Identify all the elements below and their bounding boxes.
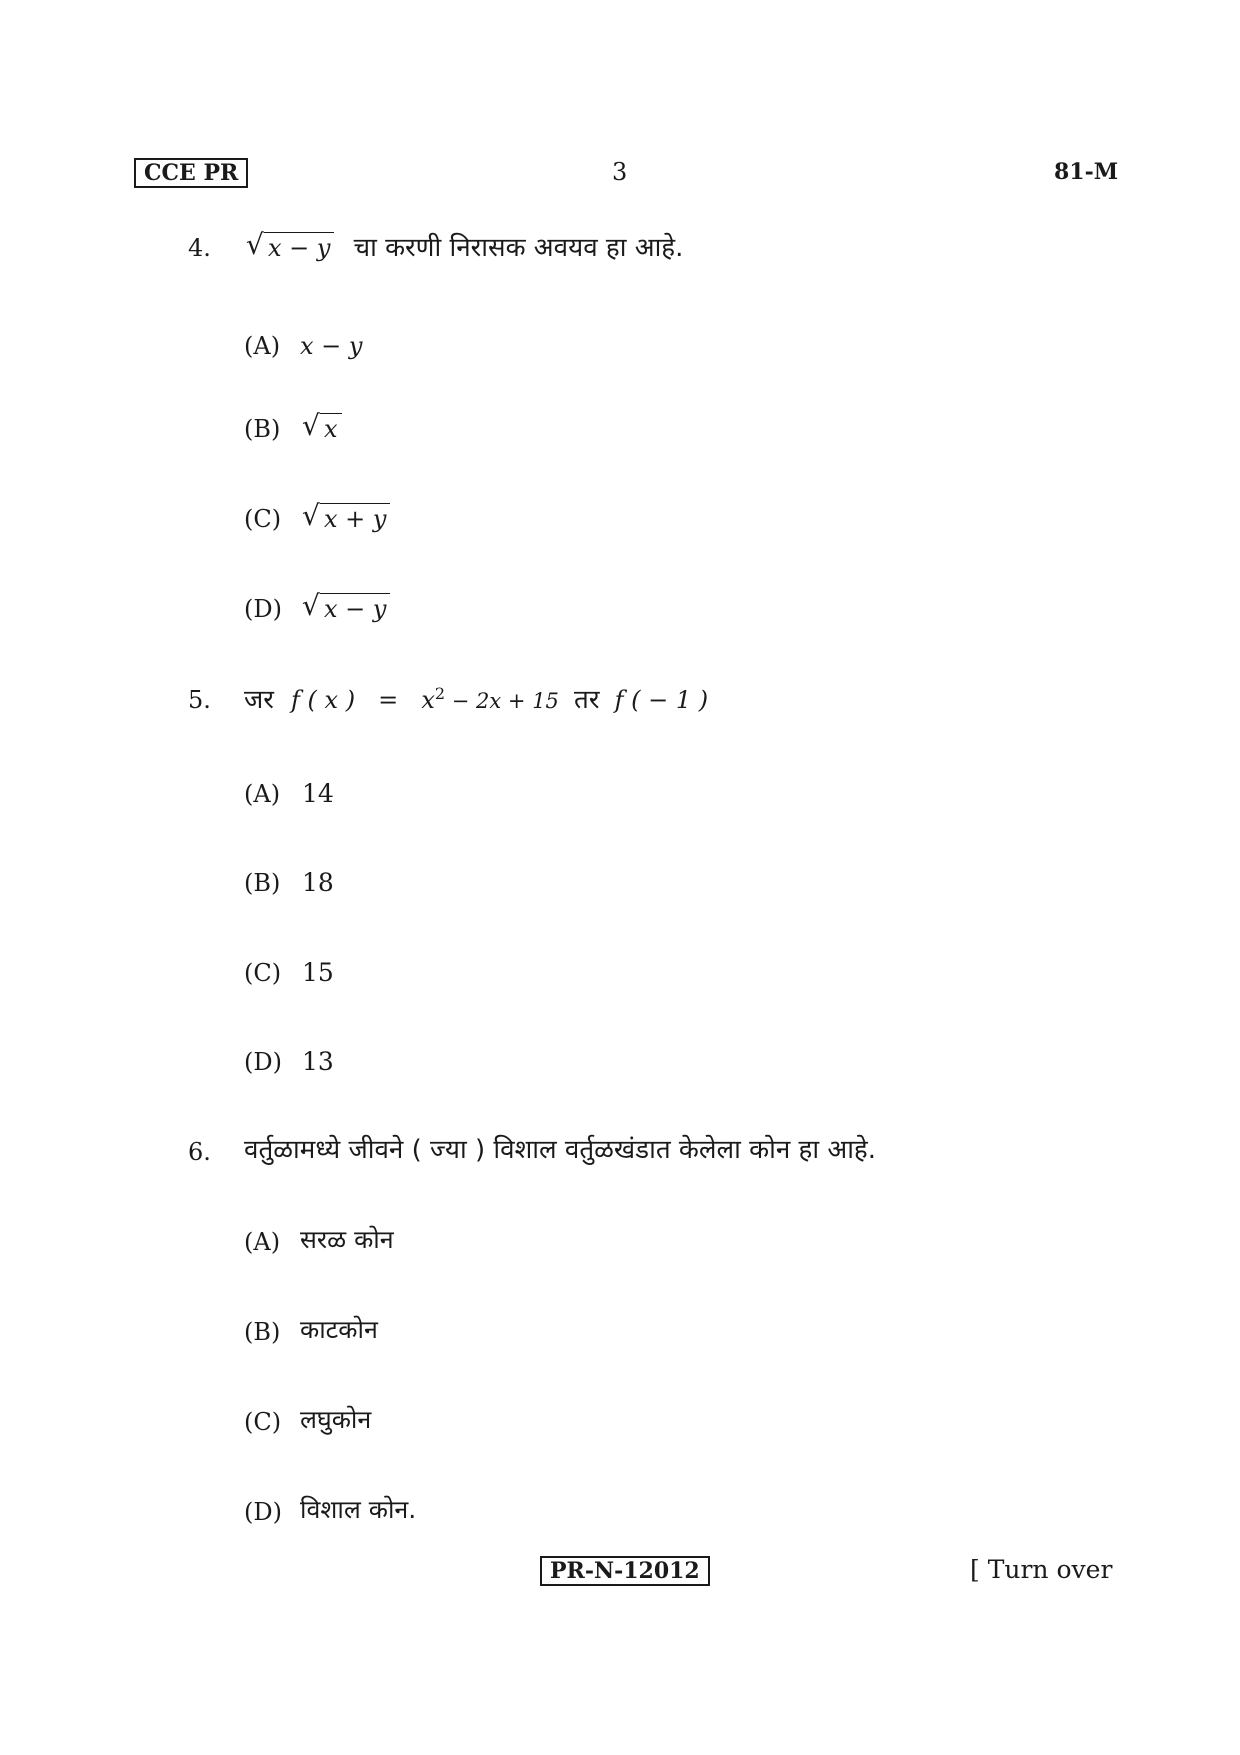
- q4-option-a-label: (A): [244, 332, 281, 360]
- q5-option-c-value: 15: [302, 958, 334, 987]
- q5-option-d-value: 13: [302, 1047, 334, 1076]
- q6-option-a-label: (A): [244, 1228, 281, 1256]
- q4-option-d-label: (D): [244, 595, 282, 623]
- paper-code: 81-M: [1054, 159, 1119, 185]
- q6-option-c-value: लघुकोन: [300, 1405, 372, 1434]
- turn-over-text: [ Turn over: [970, 1555, 1113, 1584]
- question-6-statement: वर्तुळामध्ये जीवने ( ज्या ) विशाल वर्तुळखंडात केलेला कोन हा आहे.: [244, 1135, 876, 1165]
- q6-option-c-label: (C): [244, 1408, 282, 1436]
- question-5-function-lhs: f ( x ): [291, 686, 356, 714]
- q4-option-c-value: √ x + y: [302, 503, 390, 535]
- q6-option-a-value: सरळ कोन: [300, 1225, 394, 1254]
- question-4-number: 4.: [188, 234, 211, 262]
- q4-option-d-value: √ x − y: [302, 593, 390, 625]
- q6-option-d-value: विशाल कोन.: [300, 1495, 417, 1524]
- header-code-box: CCE PR: [134, 158, 248, 188]
- q6-option-d-label: (D): [244, 1498, 282, 1526]
- question-5-function-rhs: f ( − 1 ): [614, 686, 709, 714]
- q4-option-c-label: (C): [244, 505, 282, 533]
- q6-option-b-label: (B): [244, 1318, 281, 1346]
- q5-option-a-label: (A): [244, 780, 281, 808]
- question-6-number: 6.: [188, 1138, 211, 1166]
- footer-code-box: PR-N-12012: [540, 1556, 710, 1586]
- q5-option-a-value: 14: [302, 779, 334, 808]
- q4-option-b-label: (B): [244, 415, 281, 443]
- question-4-statement: चा करणी निरासक अवयव हा आहे.: [353, 233, 684, 263]
- q4-option-a-value: x − y: [300, 332, 363, 360]
- question-5-expression: $x^2 - 2x + 15$: [421, 684, 559, 714]
- question-5-number: 5.: [188, 686, 211, 714]
- question-4-radicand: x − y: [264, 232, 334, 263]
- q6-option-b-value: काटकोन: [300, 1315, 378, 1344]
- question-4-radical: √ x − y: [246, 232, 334, 263]
- q5-option-b-label: (B): [244, 869, 281, 897]
- q5-option-c-label: (C): [244, 959, 282, 987]
- q5-option-d-label: (D): [244, 1048, 282, 1076]
- q5-option-b-value: 18: [302, 868, 334, 897]
- question-4-text: [246, 228, 684, 264]
- question-5-text: जर f ( x ) = $x^2 - 2x + 15$ तर f ( − 1 ): [244, 684, 709, 715]
- page-number: 3: [612, 158, 628, 186]
- q4-option-b-value: √ x: [302, 413, 342, 445]
